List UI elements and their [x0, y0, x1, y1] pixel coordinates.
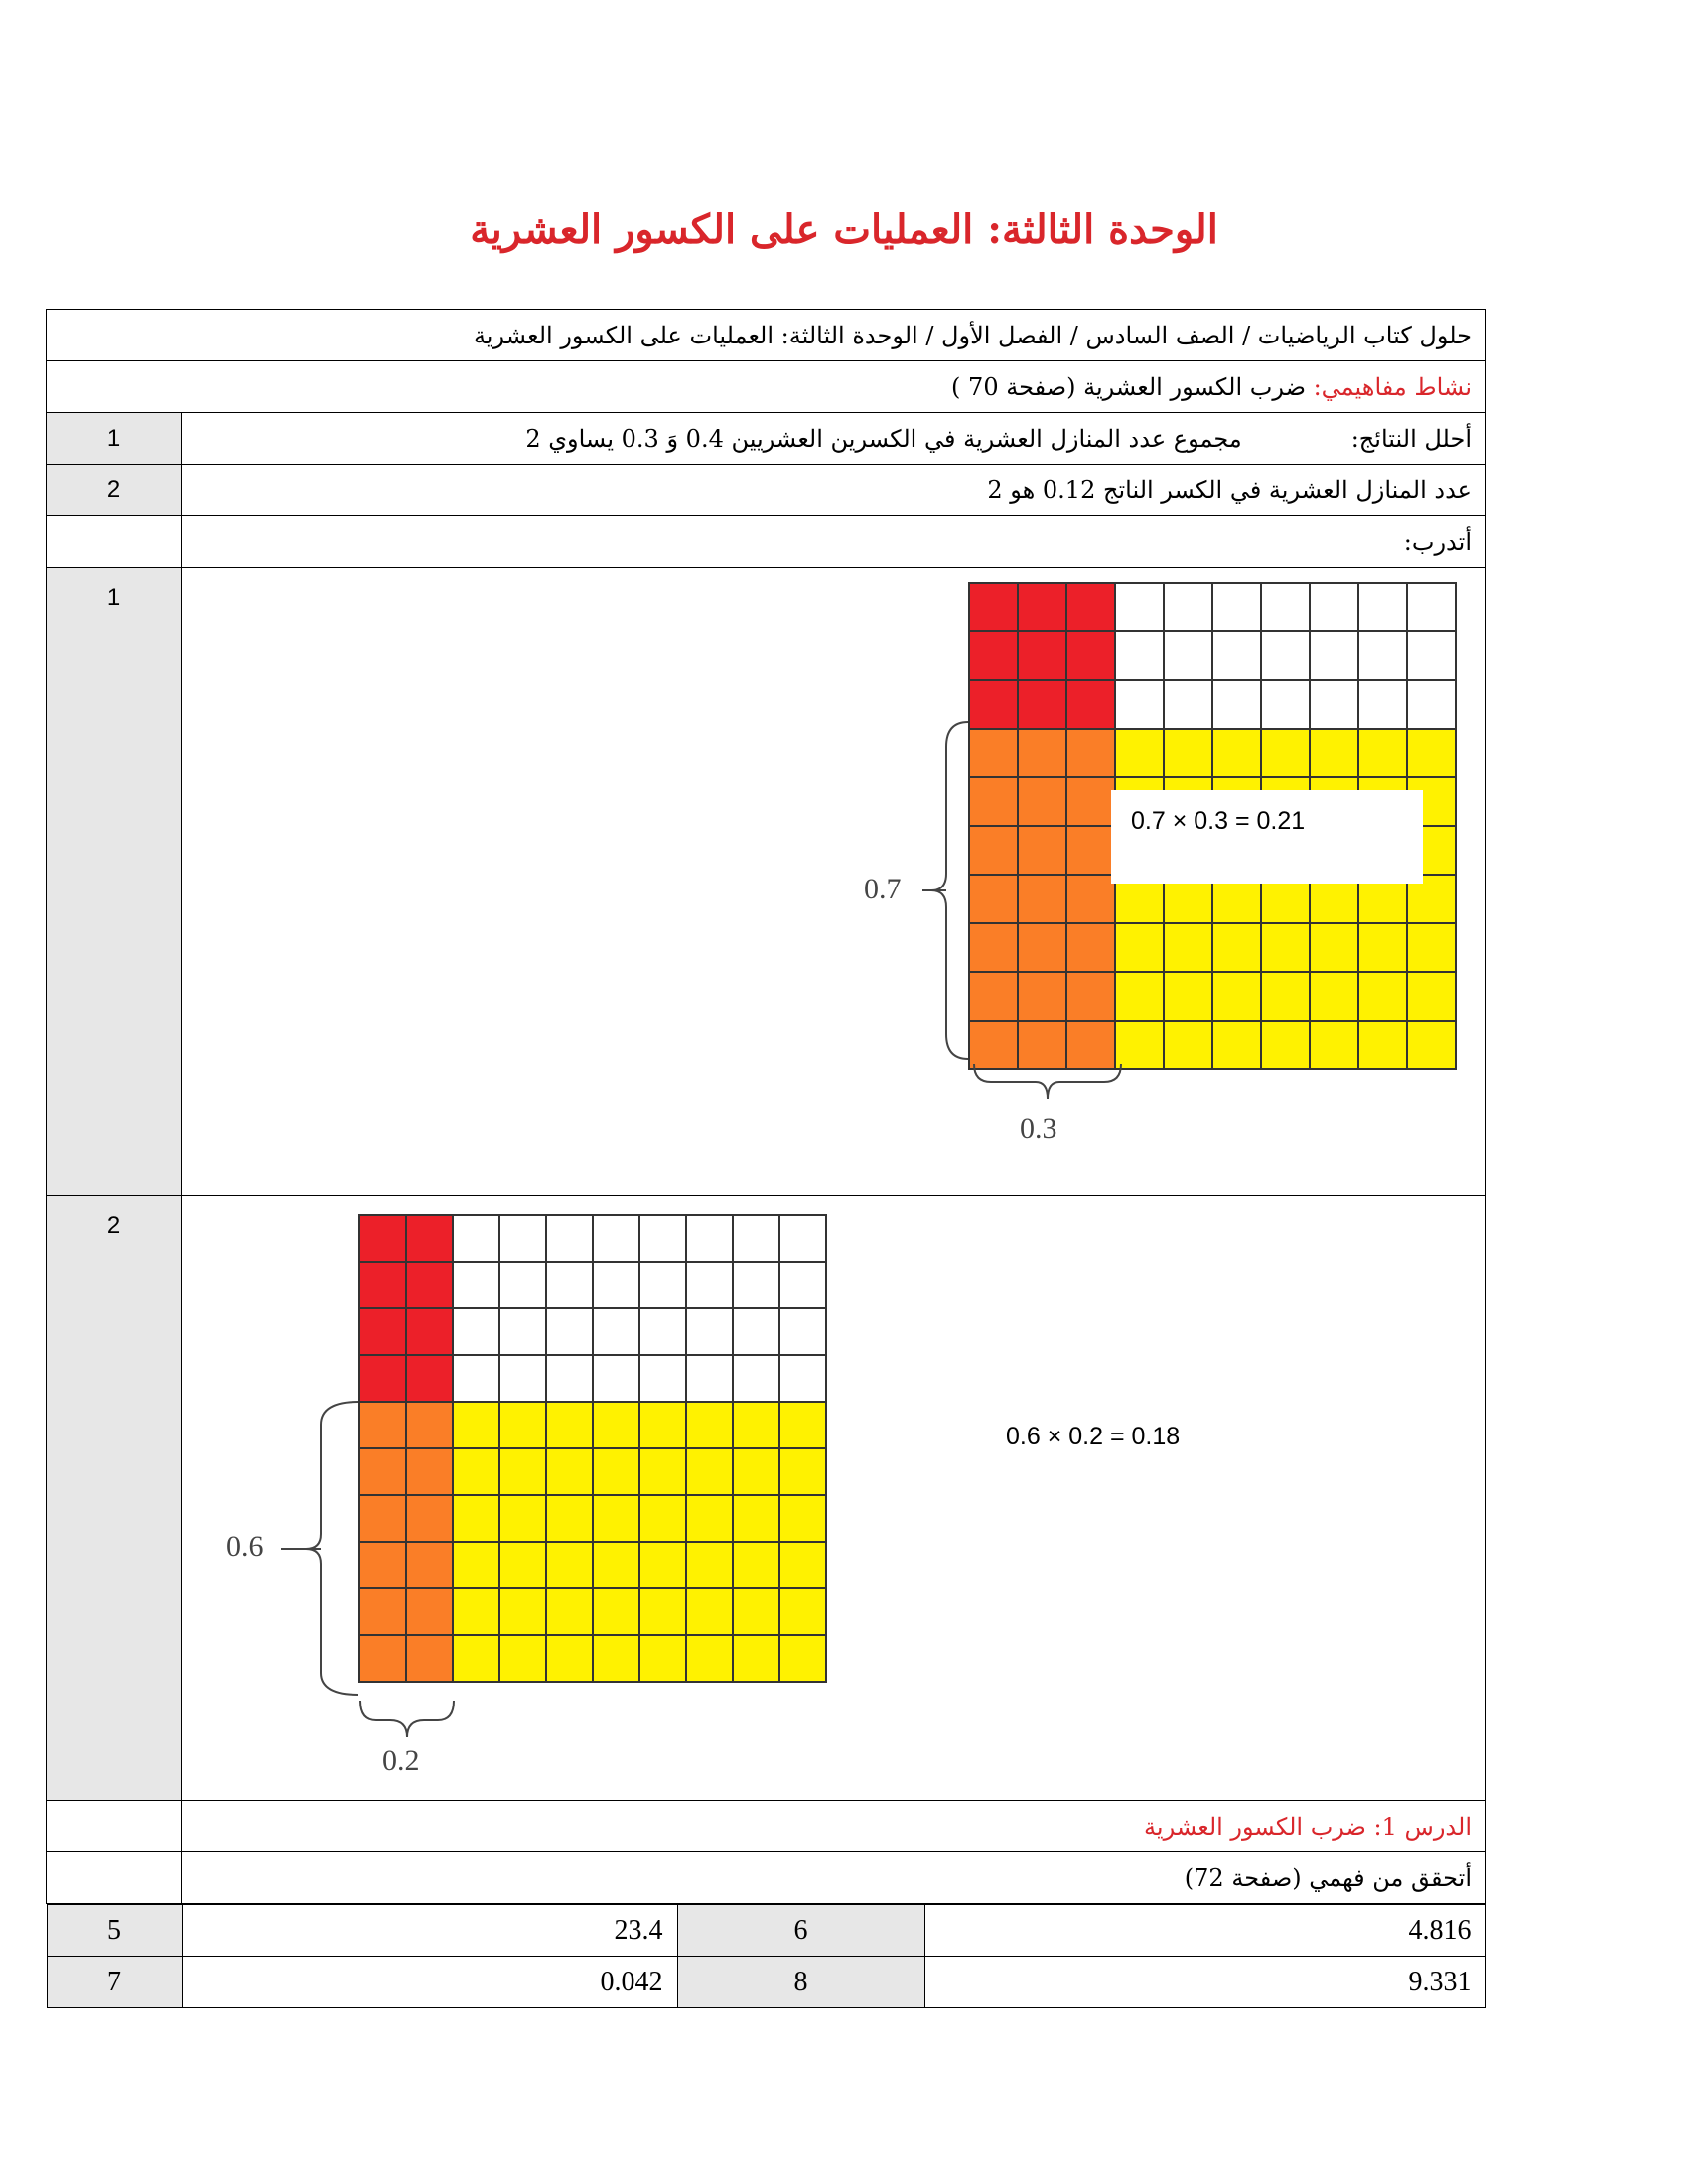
activity-text: ضرب الكسور العشرية (صفحة 70 ) — [951, 372, 1314, 401]
check-heading: أتحقق من فهمي (صفحة 72) — [182, 1852, 1486, 1904]
height-label-1: 0.7 — [864, 873, 902, 905]
equation-1: 0.7 × 0.3 = 0.21 — [1111, 790, 1423, 884]
width-label-1: 0.3 — [1020, 1112, 1057, 1145]
breadcrumb: حلول كتاب الرياضيات / الصف السادس / الفصل الأول / الوحدة الثالثة: العمليات على الكسور العشرية — [47, 310, 1486, 361]
lesson-row — [47, 1801, 1486, 1852]
bracket-layer-2 — [182, 1196, 1487, 1784]
result-row-2 — [47, 465, 1486, 516]
result-statement-2: عدد المنازل العشرية في الكسر الناتج 0.12 هو 2 — [182, 465, 1486, 516]
result-statement-1: مجموع عدد المنازل العشرية في الكسرين العشريين 0.4 وَ 0.3 يساوي 2 — [525, 424, 1242, 453]
answers-container — [47, 1904, 1486, 2009]
answers-row — [47, 1904, 1486, 2009]
practice-label: أتدرب: — [182, 516, 1486, 568]
answer-number: 8 — [677, 1957, 924, 2008]
lesson-title: الدرس 1: ضرب الكسور العشرية — [182, 1801, 1486, 1852]
height-label-2: 0.6 — [226, 1530, 264, 1563]
equation-2: 0.6 × 0.2 = 0.18 — [1006, 1423, 1181, 1450]
answer-value: 9.331 — [924, 1957, 1485, 2008]
answer-number: 6 — [677, 1905, 924, 1957]
answer-value: 0.042 — [182, 1957, 677, 2008]
row-number: 2 — [47, 465, 182, 516]
practice-2-content — [182, 1196, 1486, 1801]
width-label-2: 0.2 — [382, 1744, 420, 1777]
answer-number: 7 — [47, 1957, 182, 2008]
solutions-table — [46, 309, 1486, 2008]
empty-cell — [47, 1852, 182, 1904]
answers-table — [47, 1904, 1486, 2008]
answer-row-1 — [47, 1905, 1485, 1957]
activity-row — [47, 361, 1486, 413]
activity-prefix: نشاط مفاهيمي: — [1313, 372, 1472, 401]
row-number: 2 — [47, 1196, 182, 1801]
answer-number: 5 — [47, 1905, 182, 1957]
practice-row-1 — [47, 568, 1486, 1196]
row-number: 1 — [47, 568, 182, 1196]
breadcrumb-row — [47, 310, 1486, 361]
activity-heading — [47, 361, 1486, 413]
result-row-1 — [47, 413, 1486, 465]
practice-header-row — [47, 516, 1486, 568]
answer-value: 23.4 — [182, 1905, 677, 1957]
empty-cell — [47, 1801, 182, 1852]
practice-row-2 — [47, 1196, 1486, 1801]
width-bracket-2 — [360, 1701, 454, 1737]
empty-cell — [47, 516, 182, 568]
width-bracket-1 — [974, 1064, 1121, 1099]
check-row — [47, 1852, 1486, 1904]
page-title: الوحدة الثالثة: العمليات على الكسور العشرية — [470, 206, 1218, 253]
row-number: 1 — [47, 413, 182, 465]
answer-value: 4.816 — [924, 1905, 1485, 1957]
answer-row-2 — [47, 1957, 1485, 2008]
results-label: أحلل النتائج: — [1350, 424, 1472, 453]
practice-1-content — [182, 568, 1486, 1196]
result-text-1 — [182, 413, 1486, 465]
